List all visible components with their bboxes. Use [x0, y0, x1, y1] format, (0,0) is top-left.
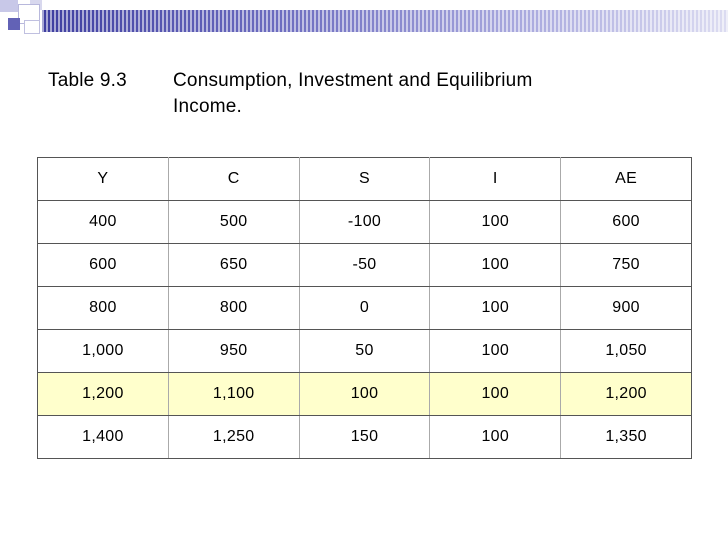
table-cell: 1,100 [168, 373, 299, 416]
table-cell: 100 [430, 201, 561, 244]
table-row [38, 201, 692, 244]
table-row [38, 244, 692, 287]
table-cell: 1,200 [38, 373, 169, 416]
table-cell: 800 [168, 287, 299, 330]
table-cell: 600 [561, 201, 692, 244]
table-cell: 1,200 [561, 373, 692, 416]
table-row-highlighted-equilibrium [38, 373, 692, 416]
table-cell: 600 [38, 244, 169, 287]
table-cell: 100 [430, 287, 561, 330]
banner-stripes [42, 10, 728, 32]
table-row [38, 287, 692, 330]
table-cell: 100 [430, 244, 561, 287]
table-cell: 1,400 [38, 416, 169, 459]
table-cell: 1,050 [561, 330, 692, 373]
column-header-s: S [299, 158, 430, 201]
table-title [173, 68, 673, 120]
decorative-banner [0, 0, 728, 44]
table-cell: 1,350 [561, 416, 692, 459]
table-cell: -50 [299, 244, 430, 287]
table-header-row [38, 158, 692, 201]
column-header-i: I [430, 158, 561, 201]
column-header-y: Y [38, 158, 169, 201]
table-cell: -100 [299, 201, 430, 244]
table-row [38, 330, 692, 373]
table-cell: 100 [299, 373, 430, 416]
table-cell: 100 [430, 416, 561, 459]
banner-square [8, 18, 20, 30]
column-header-ae: AE [561, 158, 692, 201]
table-cell: 150 [299, 416, 430, 459]
table-title-line-2: Income. [173, 96, 242, 117]
table-title-line-1: Consumption, Investment and Equilibrium [173, 70, 533, 91]
table-cell: 100 [430, 373, 561, 416]
table-cell: 800 [38, 287, 169, 330]
banner-square [24, 20, 40, 34]
table-number-label: Table 9.3 [48, 70, 127, 91]
table-cell: 950 [168, 330, 299, 373]
table-cell: 650 [168, 244, 299, 287]
data-table [37, 157, 692, 459]
table-cell: 750 [561, 244, 692, 287]
banner-square [0, 0, 18, 12]
table-row [38, 416, 692, 459]
column-header-c: C [168, 158, 299, 201]
table-cell: 0 [299, 287, 430, 330]
table-cell: 1,000 [38, 330, 169, 373]
table-cell: 400 [38, 201, 169, 244]
table-cell: 1,250 [168, 416, 299, 459]
table-cell: 900 [561, 287, 692, 330]
table-cell: 50 [299, 330, 430, 373]
table-cell: 100 [430, 330, 561, 373]
table-cell: 500 [168, 201, 299, 244]
